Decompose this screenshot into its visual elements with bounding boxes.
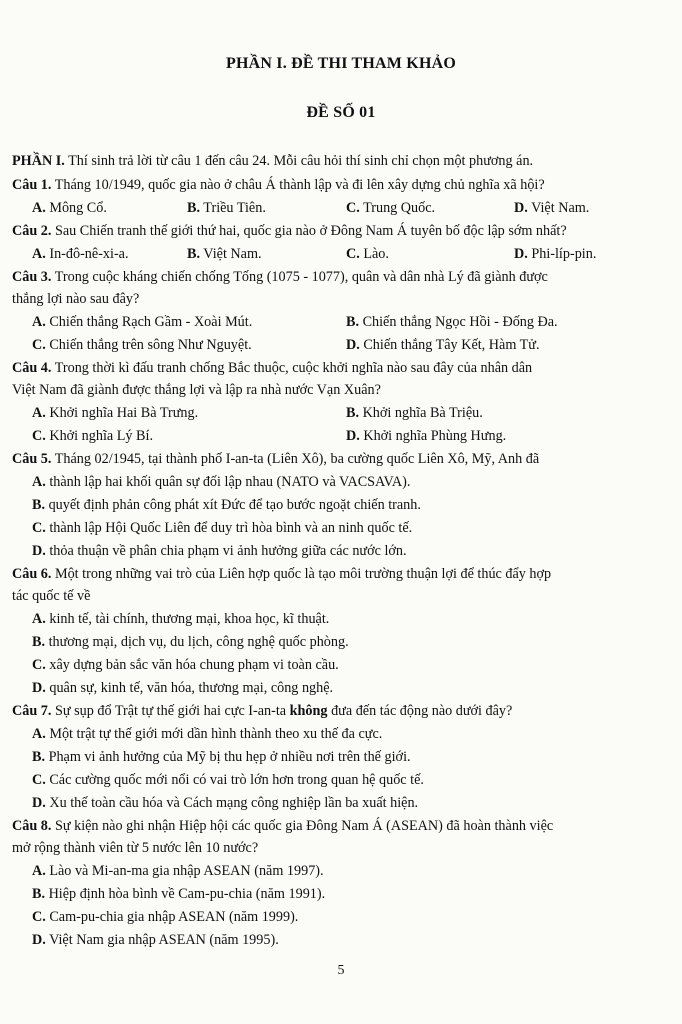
option-text: Việt Nam. [527,200,590,216]
question-text: Một trong những vai trò của Liên hợp quốc là tạo môi trường thuận lợi để thúc đẩy hợp [51,566,552,582]
question-text: đưa đến tác động nào dưới đây? [327,703,513,719]
question-emphasis: không [289,703,328,719]
option-b [187,245,262,263]
option-text: quyết định phản công phát xít Đức để tạo bước ngoặt chiến tranh. [45,497,421,513]
option-key: B. [32,634,46,650]
option-text: Khởi nghĩa Hai Bà Trưng. [45,405,199,421]
question-text: Sau Chiến tranh thế giới thứ hai, quốc gia nào ở Đông Nam Á tuyên bố độc lập sớm nhất? [51,223,567,239]
part-title: PHẦN I. ĐỀ THI THAM KHẢO [225,55,456,72]
option-text: Việt Nam gia nhập ASEAN (năm 1995). [45,932,279,948]
option-c [32,519,412,537]
option-text: Khởi nghĩa Lý Bí. [45,428,153,444]
option-a [32,313,252,331]
option-key: B. [346,405,360,421]
question-label: Câu 3. [12,269,52,285]
option-key: D. [32,543,46,559]
option-key: C. [32,520,46,536]
option-text: Khởi nghĩa Phùng Hưng. [359,428,507,444]
option-text: Hiệp định hòa bình về Cam-pu-chia (năm 1991). [45,886,326,902]
option-c [32,336,252,354]
question-3 [12,268,548,286]
question-5 [12,450,539,468]
option-text: Chiến thắng Ngọc Hồi - Đống Đa. [359,314,558,330]
option-key: B. [32,886,46,902]
option-a [32,245,129,263]
option-key: A. [32,314,46,330]
option-text: Trung Quốc. [359,200,436,216]
option-text: Lào. [359,246,389,262]
option-key: A. [32,200,46,216]
question-text: Sự sụp đổ Trật tự thế giới hai cực I-an-ta [51,703,290,719]
option-d [32,931,279,949]
option-key: A. [32,726,46,742]
option-c [346,245,389,263]
option-key: D. [346,337,360,353]
option-d [32,542,407,560]
option-text: In-đô-nê-xi-a. [45,246,129,262]
option-key: C. [32,657,46,673]
option-key: B. [346,314,360,330]
option-text: Các cường quốc mới nổi có vai trò lớn hơn trong quan hệ quốc tế. [45,772,424,788]
option-key: D. [346,428,360,444]
exam-title: ĐỀ SỐ 01 [306,104,376,121]
option-key: C. [32,337,46,353]
option-key: B. [32,497,46,513]
option-a [32,199,107,217]
option-text: xây dựng bản sắc văn hóa chung phạm vi toàn cầu. [45,657,339,673]
option-key: C. [32,772,46,788]
option-key: B. [32,749,46,765]
option-d [32,794,418,812]
option-text: Chiến thắng Tây Kết, Hàm Tử. [359,337,540,353]
option-b [32,633,349,651]
option-key: D. [32,932,46,948]
option-b [346,404,483,422]
option-key: D. [514,246,528,262]
question-label: Câu 2. [12,223,52,239]
question-label: Câu 4. [12,360,52,376]
option-text: Chiến thắng Rạch Gầm - Xoài Mút. [45,314,253,330]
option-text: thành lập hai khối quân sự đối lập nhau (NATO và VACSAVA). [45,474,411,490]
question-4 [12,359,532,377]
question-4-cont: Việt Nam đã giành được thắng lợi và lập ra nhà nước Vạn Xuân? [12,382,381,398]
option-key: C. [32,909,46,925]
question-1 [12,176,545,194]
question-3-cont: thắng lợi nào sau đây? [12,291,140,307]
option-text: thỏa thuận về phân chia phạm vi ảnh hưởng giữa các nước lớn. [45,543,407,559]
option-key: A. [32,611,46,627]
option-key: C. [346,200,360,216]
option-d [514,199,589,217]
option-a [32,404,198,422]
option-a [32,862,324,880]
option-text: thành lập Hội Quốc Liên để duy trì hòa bình và an ninh quốc tế. [45,520,413,536]
option-text: Việt Nam. [200,246,262,262]
instructions-text: Thí sinh trả lời từ câu 1 đến câu 24. Mỗi câu hỏi thí sinh chỉ chọn một phương án. [64,153,534,169]
question-7 [12,702,512,720]
option-text: Cam-pu-chia gia nhập ASEAN (năm 1999). [45,909,299,925]
option-c [32,771,424,789]
question-8 [12,817,553,835]
option-text: Triều Tiên. [200,200,266,216]
option-text: Một trật tự thế giới mới dần hình thành theo xu thế đa cực. [45,726,383,742]
option-d [346,427,506,445]
instructions [12,152,533,170]
question-text: Sự kiện nào ghi nhận Hiệp hội các quốc gia Đông Nam Á (ASEAN) đã hoàn thành việc [51,818,554,834]
question-label: Câu 7. [12,703,52,719]
option-key: B. [187,200,201,216]
option-key: D. [32,680,46,696]
option-a [32,610,329,628]
option-key: A. [32,405,46,421]
option-key: A. [32,474,46,490]
question-label: Câu 1. [12,177,52,193]
option-key: D. [514,200,528,216]
option-c [32,908,298,926]
option-c [32,427,153,445]
option-b [32,748,411,766]
question-6-cont: tác quốc tế về [12,588,91,604]
option-text: kinh tế, tài chính, thương mại, khoa học, kĩ thuật. [45,611,330,627]
question-label: Câu 8. [12,818,52,834]
question-6 [12,565,551,583]
option-d [514,245,596,263]
question-text: Trong cuộc kháng chiến chống Tống (1075 - 1077), quân và dân nhà Lý đã giành được [51,269,548,285]
option-text: thương mại, dịch vụ, du lịch, công nghệ quốc phòng. [45,634,349,650]
question-2 [12,222,567,240]
option-c [32,656,339,674]
option-text: quân sự, kinh tế, văn hóa, thương mại, công nghệ. [45,680,334,696]
question-text: Tháng 02/1945, tại thành phố I-an-ta (Liên Xô), ba cường quốc Liên Xô, Mỹ, Anh đã [51,451,540,467]
page-number: 5 [337,963,345,978]
option-c [346,199,435,217]
question-label: Câu 6. [12,566,52,582]
question-text: Tháng 10/1949, quốc gia nào ở châu Á thành lập và đi lên xây dựng chủ nghĩa xã hội? [51,177,545,193]
option-text: Xu thế toàn cầu hóa và Cách mạng công nghiệp lần ba xuất hiện. [45,795,419,811]
option-text: Phi-líp-pin. [527,246,597,262]
option-a [32,473,410,491]
option-text: Mông Cổ. [45,200,107,216]
question-label: Câu 5. [12,451,52,467]
option-key: C. [346,246,360,262]
option-key: B. [187,246,201,262]
option-b [187,199,266,217]
option-key: A. [32,863,46,879]
option-a [32,725,382,743]
option-b [32,496,421,514]
option-d [346,336,540,354]
question-8-cont: mở rộng thành viên từ 5 nước lên 10 nước? [12,840,259,856]
option-text: Lào và Mi-an-ma gia nhập ASEAN (năm 1997). [45,863,324,879]
option-text: Chiến thắng trên sông Như Nguyệt. [45,337,252,353]
instructions-label: PHẦN I. [12,153,65,169]
question-text: Trong thời kì đấu tranh chống Bắc thuộc, cuộc khởi nghĩa nào sau đây của nhân dân [51,360,533,376]
option-b [346,313,558,331]
option-key: C. [32,428,46,444]
option-key: A. [32,246,46,262]
option-b [32,885,325,903]
option-d [32,679,333,697]
option-text: Khởi nghĩa Bà Triệu. [359,405,483,421]
option-key: D. [32,795,46,811]
option-text: Phạm vi ảnh hưởng của Mỹ bị thu hẹp ở nhiều nơi trên thế giới. [45,749,411,765]
